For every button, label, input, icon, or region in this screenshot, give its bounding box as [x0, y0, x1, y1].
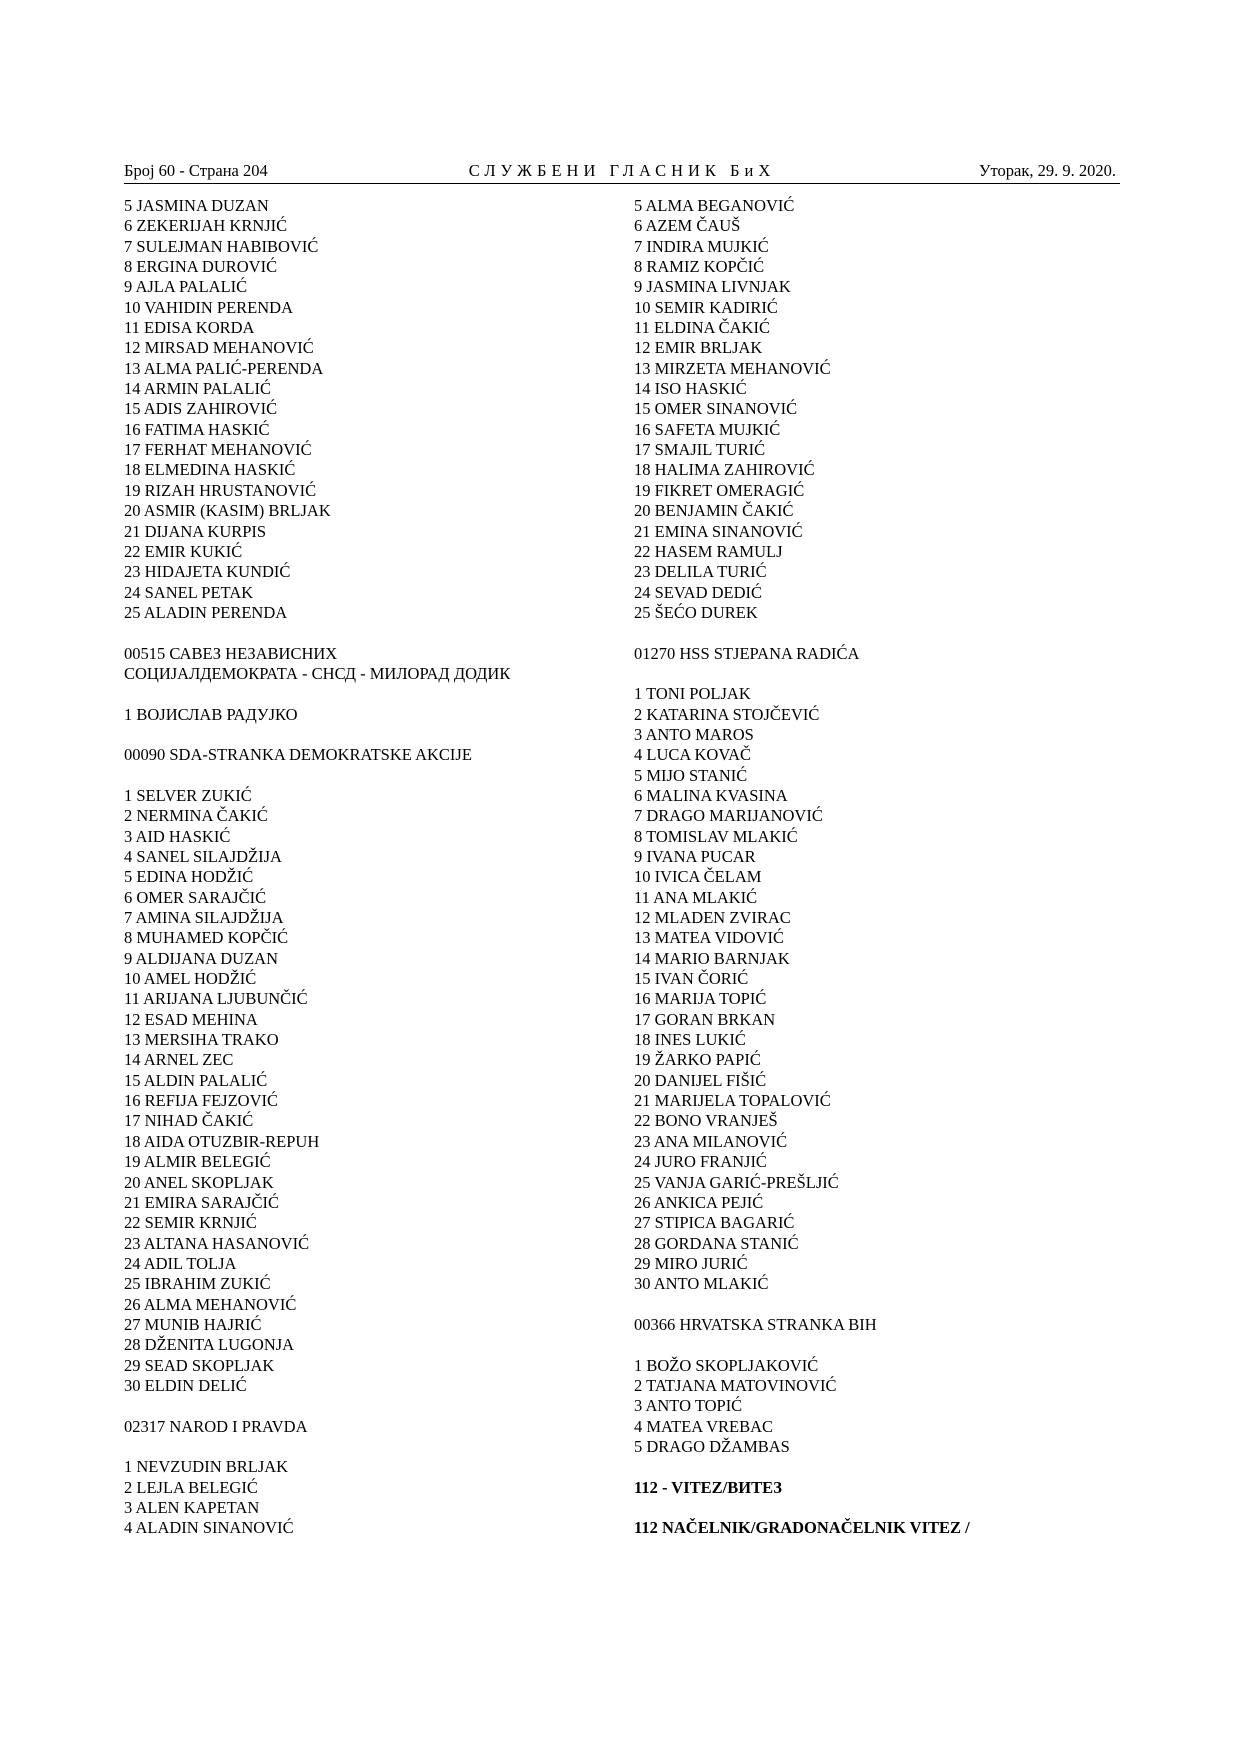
list-item: 18 ELMEDINA HASKIĆ: [124, 460, 296, 480]
list-item: 9 AJLA PALALIĆ: [124, 277, 248, 297]
list-item: 8 RAMIZ KOPČIĆ: [634, 257, 765, 277]
list-item: 11 ANA MLAKIĆ: [634, 887, 758, 907]
list-item: 3 ANTO TOPIĆ: [634, 1396, 743, 1416]
list-item: 12 EMIR BRLJAK: [634, 338, 763, 358]
list-item: 12 ESAD MEHINA: [124, 1009, 258, 1029]
list-item: 4 MATEA VREBAC: [634, 1416, 774, 1436]
list-item: 17 GORAN BRKAN: [634, 1009, 776, 1029]
list-item: 17 SMAJIL TURIĆ: [634, 440, 766, 460]
list-item: 29 MIRO JURIĆ: [634, 1253, 748, 1273]
list-item: 30 ANTO MLAKIĆ: [634, 1274, 769, 1294]
list-item: 10 AMEL HODŽIĆ: [124, 969, 257, 989]
list-item: 2 LEJLA BELEGIĆ: [124, 1477, 258, 1497]
blank-line: [634, 1498, 1114, 1518]
list-item: 27 MUNIB HAJRIĆ: [124, 1314, 262, 1334]
list-item: 10 VAHIDIN PERENDA: [124, 297, 293, 317]
list-item: 14 MARIO BARNJAK: [634, 948, 790, 968]
list-item: 16 SAFETA MUJKIĆ: [634, 419, 781, 439]
list-item: 3 ALEN KAPETAN: [124, 1498, 260, 1517]
list-item: 5 MIJO STANIĆ: [634, 765, 748, 785]
list-item: 19 RIZAH HRUSTANOVIĆ: [124, 480, 317, 500]
list-item: 5 ALMA BEGANOVIĆ: [634, 196, 795, 215]
list-item: 2 NERMINA ČAKIĆ: [124, 806, 268, 826]
list-item: 19 ŽARKO PAPIĆ: [634, 1050, 761, 1070]
list-item: 8 TOMISLAV MLAKIĆ: [634, 826, 798, 846]
list-item: 15 IVAN ČORIĆ: [634, 969, 749, 989]
list-item: 4 LUCA KOVAČ: [634, 745, 752, 765]
list-item: 17 FERHAT MEHANOVIĆ: [124, 440, 312, 460]
list-item: 7 INDIRA MUJKIĆ: [634, 236, 769, 256]
list-item: 22 HASEM RAMULJ: [634, 541, 783, 561]
list-item: 11 ARIJANA LJUBUNČIĆ: [124, 989, 308, 1009]
list-item: 14 ARMIN PALALIĆ: [124, 379, 271, 399]
list-item: 25 ALADIN PERENDA: [124, 602, 288, 622]
list-item: 16 FATIMA HASKIĆ: [124, 419, 270, 439]
list-item: 1 ВОЈИСЛАВ РАДУЈКО: [124, 704, 298, 724]
list-item: 24 JURO FRANJIĆ: [634, 1152, 767, 1172]
list-item: 23 ALTANA HASANOVIĆ: [124, 1233, 310, 1253]
list-item: 24 SEVAD DEDIĆ: [634, 582, 763, 602]
list-item: 6 MALINA KVASINA: [634, 785, 788, 805]
list-item: 9 JASMINA LIVNJAK: [634, 277, 791, 297]
blank-line: [124, 1396, 624, 1416]
list-item: 10 SEMIR KADIRIĆ: [634, 297, 778, 317]
list-item: 00515 САВЕЗ НЕЗАВИСНИХ: [124, 643, 338, 663]
list-item: 1 BOŽO SKOPLJAKOVIĆ: [634, 1355, 819, 1375]
list-item: 25 VANJA GARIĆ-PREŠLJIĆ: [634, 1172, 839, 1192]
list-item: 23 DELILA TURIĆ: [634, 562, 767, 582]
blank-line: [124, 725, 624, 745]
list-item: 21 DIJANA KURPIS: [124, 521, 267, 541]
list-item: 11 ELDINA ČAKIĆ: [634, 318, 770, 338]
page-header: [124, 158, 1120, 182]
list-item: 7 SULEJMAN HABIBOVIĆ: [124, 236, 319, 256]
list-item: 2 KATARINA STOJČEVIĆ: [634, 704, 820, 724]
list-item: 21 MARIJELA TOPALOVIĆ: [634, 1091, 831, 1111]
left-column: [124, 196, 624, 1539]
list-item: 12 MLADEN ZVIRAC: [634, 908, 791, 928]
issue-page-number: Број 60 - Страна 204: [124, 161, 268, 180]
list-item: 3 ANTO MAROS: [634, 724, 754, 744]
blank-line: [634, 664, 1114, 684]
list-item: СОЦИЈАЛДЕМОКРАТА - СНСД - МИЛОРАД ДОДИК: [124, 663, 511, 683]
blank-line: [634, 1457, 1114, 1477]
blank-line: [124, 1437, 624, 1457]
list-item: 14 ISO HASKIĆ: [634, 379, 747, 399]
list-item: 13 ALMA PALIĆ-PERENDA: [124, 358, 324, 378]
list-item: 25 ŠEĆO DUREK: [634, 602, 758, 622]
list-item: 3 AID HASKIĆ: [124, 826, 231, 846]
list-item: 18 INES LUKIĆ: [634, 1030, 746, 1050]
list-item: 28 DŽENITA LUGONJA: [124, 1335, 295, 1355]
blank-line: [124, 623, 624, 643]
list-item: 13 MERSIHA TRAKO: [124, 1030, 279, 1050]
list-item: 5 EDINA HODŽIĆ: [124, 867, 254, 887]
list-item: 30 ELDIN DELIĆ: [124, 1375, 247, 1395]
list-item: 24 ADIL TOLJA: [124, 1253, 237, 1273]
list-item: 11 EDISA KORDA: [124, 318, 255, 338]
list-item: 24 SANEL PETAK: [124, 582, 254, 602]
list-item: 26 ANKICA PEJIĆ: [634, 1192, 764, 1212]
list-item: 22 SEMIR KRNJIĆ: [124, 1213, 257, 1233]
list-item: 15 ALDIN PALALIĆ: [124, 1070, 268, 1090]
list-item: 20 ANEL SKOPLJAK: [124, 1172, 274, 1192]
list-item: 7 AMINA SILAJDŽIJA: [124, 908, 284, 928]
list-item: 02317 NAROD I PRAVDA: [124, 1416, 308, 1436]
list-item: 1 SELVER ZUKIĆ: [124, 785, 252, 805]
list-item: 4 SANEL SILAJDŽIJA: [124, 847, 282, 866]
list-item: 16 REFIJA FEJZOVIĆ: [124, 1091, 279, 1111]
list-item: 5 JASMINA DUZAN: [124, 196, 269, 215]
gazette-title: СЛУЖБЕНИ ГЛАСНИК БиХ: [468, 161, 776, 180]
right-column: [634, 196, 1114, 1539]
list-item: 1 NEVZUDIN BRLJAK: [124, 1457, 289, 1477]
list-item: 112 NAČELNIK/GRADONAČELNIK VITEZ /: [634, 1518, 970, 1538]
list-item: 00090 SDA-STRANKA DEMOKRATSKE AKCIJE: [124, 745, 472, 765]
list-item: 9 ALDIJANA DUZAN: [124, 948, 278, 968]
list-item: 00366 HRVATSKA STRANKA BIH: [634, 1314, 877, 1334]
list-item: 01270 HSS STJEPANA RADIĆA: [634, 643, 860, 663]
list-item: 10 IVICA ČELAM: [634, 867, 762, 887]
list-item: 12 MIRSAD MEHANOVIĆ: [124, 338, 314, 358]
list-item: 16 MARIJA TOPIĆ: [634, 989, 767, 1009]
header-rule: [124, 183, 1120, 184]
list-item: 22 EMIR KUKIĆ: [124, 541, 243, 561]
list-item: 29 SEAD SKOPLJAK: [124, 1355, 275, 1375]
list-item: 19 FIKRET OMERAGIĆ: [634, 480, 805, 500]
list-item: 5 DRAGO DŽAMBAS: [634, 1436, 790, 1456]
list-item: 23 HIDAJETA KUNDIĆ: [124, 562, 291, 582]
list-item: 1 TONI POLJAK: [634, 684, 751, 704]
list-item: 8 ERGINA DUROVIĆ: [124, 257, 278, 277]
list-item: 25 IBRAHIM ZUKIĆ: [124, 1274, 271, 1294]
blank-line: [124, 684, 624, 704]
list-item: 6 ZEKERIJAH KRNJIĆ: [124, 216, 288, 236]
list-item: 21 EMIRA SARAJČIĆ: [124, 1192, 279, 1212]
list-item: 26 ALMA MEHANOVIĆ: [124, 1294, 297, 1314]
issue-date: Уторак, 29. 9. 2020.: [978, 161, 1116, 180]
blank-line: [634, 1295, 1114, 1315]
list-item: 15 OMER SINANOVIĆ: [634, 399, 798, 419]
list-item: 8 MUHAMED KOPČIĆ: [124, 928, 289, 948]
list-item: 13 MIRZETA MEHANOVIĆ: [634, 358, 831, 378]
list-item: 13 MATEA VIDOVIĆ: [634, 928, 785, 948]
list-item: 20 ASMIR (KASIM) BRLJAK: [124, 501, 331, 521]
blank-line: [124, 766, 624, 786]
list-item: 19 ALMIR BELEGIĆ: [124, 1152, 271, 1172]
list-item: 27 STIPICA BAGARIĆ: [634, 1213, 795, 1233]
list-item: 4 ALADIN SINANOVIĆ: [124, 1518, 294, 1538]
list-item: 21 EMINA SINANOVIĆ: [634, 521, 803, 541]
list-item: 15 ADIS ZAHIROVIĆ: [124, 399, 278, 419]
list-item: 7 DRAGO MARIJANOVIĆ: [634, 806, 823, 826]
list-item: 9 IVANA PUCAR: [634, 847, 756, 866]
list-item: 20 BENJAMIN ČAKIĆ: [634, 501, 794, 521]
list-item: 6 AZEM ČAUŠ: [634, 216, 741, 236]
list-item: 22 BONO VRANJEŠ: [634, 1111, 778, 1131]
list-item: 2 TATJANA MATOVINOVIĆ: [634, 1375, 837, 1395]
blank-line: [634, 623, 1114, 643]
list-item: 18 HALIMA ZAHIROVIĆ: [634, 460, 815, 480]
blank-line: [634, 1335, 1114, 1355]
list-item: 14 ARNEL ZEC: [124, 1050, 234, 1070]
list-item: 18 AIDA OTUZBIR-REPUH: [124, 1131, 320, 1151]
list-item: 28 GORDANA STANIĆ: [634, 1233, 799, 1253]
list-item: 6 OMER SARAJČIĆ: [124, 887, 267, 907]
list-item: 23 ANA MILANOVIĆ: [634, 1131, 788, 1151]
list-item: 112 - VITEZ/ВИТЕЗ: [634, 1477, 782, 1497]
list-item: 20 DANIJEL FIŠIĆ: [634, 1070, 767, 1090]
list-item: 17 NIHAD ČAKIĆ: [124, 1111, 254, 1131]
